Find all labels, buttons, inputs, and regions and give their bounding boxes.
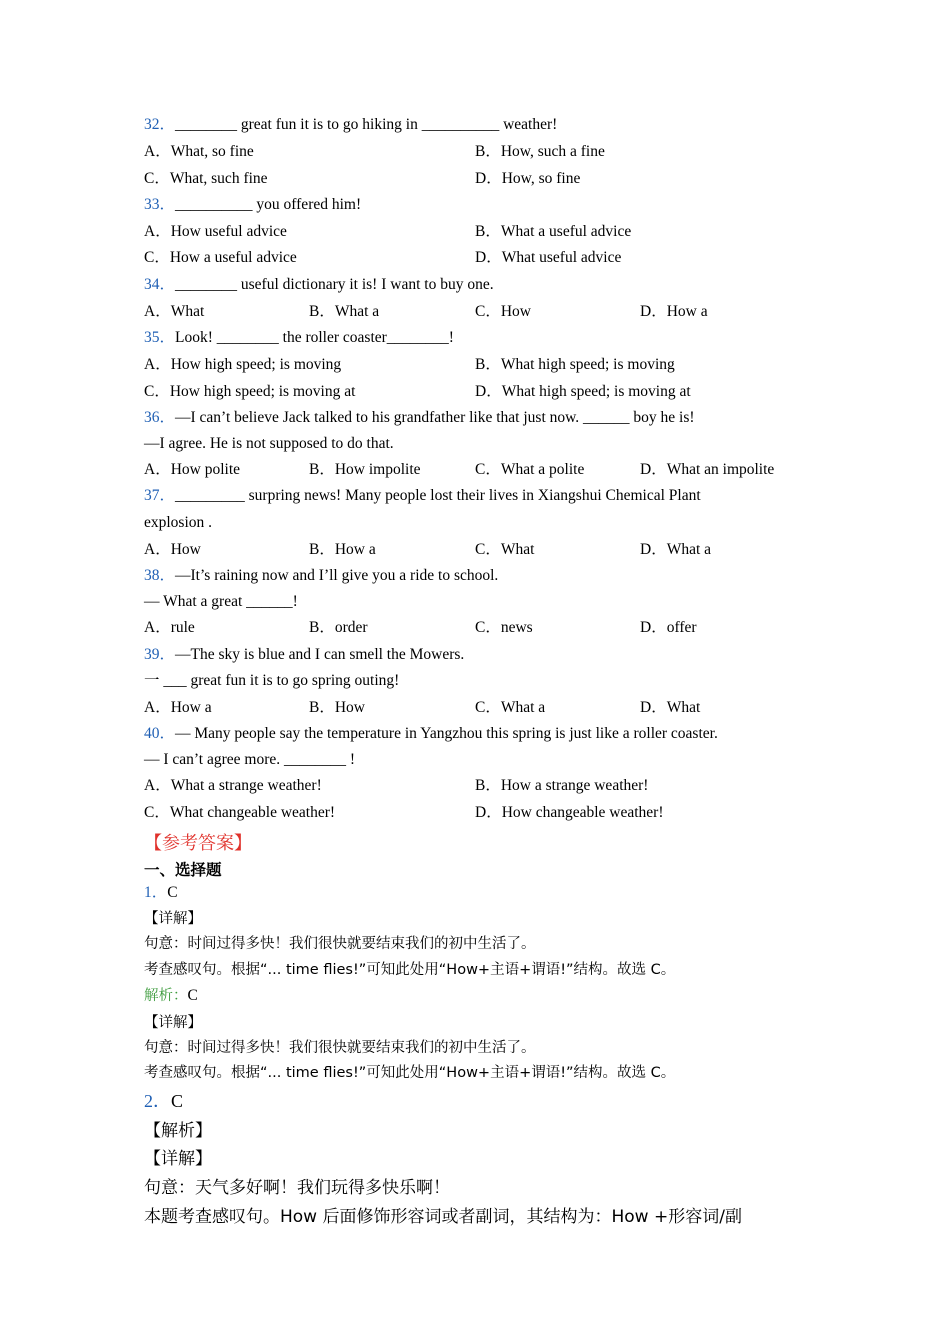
option-d: D．What useful advice bbox=[475, 249, 622, 266]
option-d: D．What a bbox=[640, 541, 712, 558]
option-c: C．How high speed; is moving at bbox=[144, 383, 356, 400]
answer-2: 2．C bbox=[144, 1091, 184, 1111]
option-b: B．How impolite bbox=[309, 461, 421, 478]
answer-2-meaning: 句意：天气多好啊！我们玩得多快乐啊！ bbox=[144, 1178, 450, 1198]
answer-1-parse: 解析：C bbox=[144, 987, 198, 1004]
question-37-line-2: explosion . bbox=[144, 514, 213, 531]
option-b: B．What a bbox=[309, 303, 380, 320]
option-a: A．How high speed; is moving bbox=[144, 356, 342, 373]
option-d: D．What an impolite bbox=[640, 461, 775, 478]
option-d: D．How changeable weather! bbox=[475, 804, 664, 821]
option-c: C．What bbox=[475, 541, 535, 558]
answer-heading: 【参考答案】 bbox=[144, 833, 252, 854]
option-d: D．What high speed; is moving at bbox=[475, 383, 691, 400]
option-c: C．news bbox=[475, 619, 533, 636]
option-a: A．What bbox=[144, 303, 205, 320]
answer-2-explanation: 本题考查感叹句。How 后面修饰形容词或者副词，其结构为：How +形容词/副 bbox=[144, 1207, 742, 1227]
answer-1: 1．C bbox=[144, 884, 178, 901]
option-c: C．How a useful advice bbox=[144, 249, 297, 266]
answer-1-explanation-2: 考查感叹句。根据“... time flies!”可知此处用“How+主语+谓语!”结构。故选 C。 bbox=[144, 1065, 676, 1081]
question-34: 34．________ useful dictionary it is! I want to buy one. bbox=[144, 276, 494, 293]
option-d: D．What bbox=[640, 699, 701, 716]
question-36: 36．—I can’t believe Jack talked to his grandfather like that just now. ______ boy he is! bbox=[144, 409, 695, 426]
option-a: A．What, so fine bbox=[144, 143, 254, 160]
detail-label-3: 【详解】 bbox=[144, 1149, 212, 1169]
option-a: A．How polite bbox=[144, 461, 241, 478]
option-d: D．offer bbox=[640, 619, 697, 636]
question-38-line-2: — What a great ______! bbox=[144, 593, 298, 610]
answer-1-meaning-2: 句意：时间过得多快！我们很快就要结束我们的初中生活了。 bbox=[144, 1040, 536, 1056]
option-b: B．order bbox=[309, 619, 368, 636]
answer-1-explanation: 考查感叹句。根据“... time flies!”可知此处用“How+主语+谓语!”结构。故选 C。 bbox=[144, 962, 676, 978]
parse-label: 【解析】 bbox=[144, 1121, 212, 1141]
question-39: 39．—The sky is blue and I can smell the Mowers. bbox=[144, 646, 465, 663]
question-33: 33．__________ you offered him! bbox=[144, 196, 362, 213]
option-b: B．How bbox=[309, 699, 365, 716]
answer-1-meaning: 句意：时间过得多快！我们很快就要结束我们的初中生活了。 bbox=[144, 936, 536, 952]
question-36-line-2: —I agree. He is not supposed to do that. bbox=[144, 435, 394, 452]
question-40: 40．— Many people say the temperature in Yangzhou this spring is just like a roller coaster. bbox=[144, 725, 718, 742]
option-a: A．rule bbox=[144, 619, 195, 636]
option-c: C．What a polite bbox=[475, 461, 585, 478]
option-a: A．What a strange weather! bbox=[144, 777, 322, 794]
detail-label-2: 【详解】 bbox=[144, 1015, 202, 1031]
question-38: 38．—It’s raining now and I’ll give you a ride to school. bbox=[144, 567, 499, 584]
option-b: B．How a bbox=[309, 541, 376, 558]
option-b: B．What a useful advice bbox=[475, 223, 632, 240]
question-32: 32．________ great fun it is to go hiking in __________ weather! bbox=[144, 116, 558, 133]
option-b: B．What high speed; is moving bbox=[475, 356, 675, 373]
option-a: A．How useful advice bbox=[144, 223, 287, 240]
question-37: 37．_________ surpring news! Many people lost their lives in Xiangshui Chemical Plant bbox=[144, 487, 701, 504]
question-35: 35．Look! ________ the roller coaster________! bbox=[144, 329, 454, 346]
option-b: B．How, such a fine bbox=[475, 143, 605, 160]
option-d: D．How, so fine bbox=[475, 170, 581, 187]
option-c: C．What changeable weather! bbox=[144, 804, 336, 821]
question-40-line-2: — I can’t agree more. ________ ! bbox=[144, 751, 356, 768]
option-c: C．How bbox=[475, 303, 531, 320]
option-d: D．How a bbox=[640, 303, 708, 320]
detail-label: 【详解】 bbox=[144, 911, 202, 927]
option-a: A．How a bbox=[144, 699, 212, 716]
option-c: C．What a bbox=[475, 699, 546, 716]
question-39-line-2: 一 ___ great fun it is to go spring outing! bbox=[144, 672, 400, 689]
section-heading: 一、选择题 bbox=[144, 861, 222, 879]
option-b: B．How a strange weather! bbox=[475, 777, 649, 794]
option-a: A．How bbox=[144, 541, 201, 558]
option-c: C．What, such fine bbox=[144, 170, 268, 187]
